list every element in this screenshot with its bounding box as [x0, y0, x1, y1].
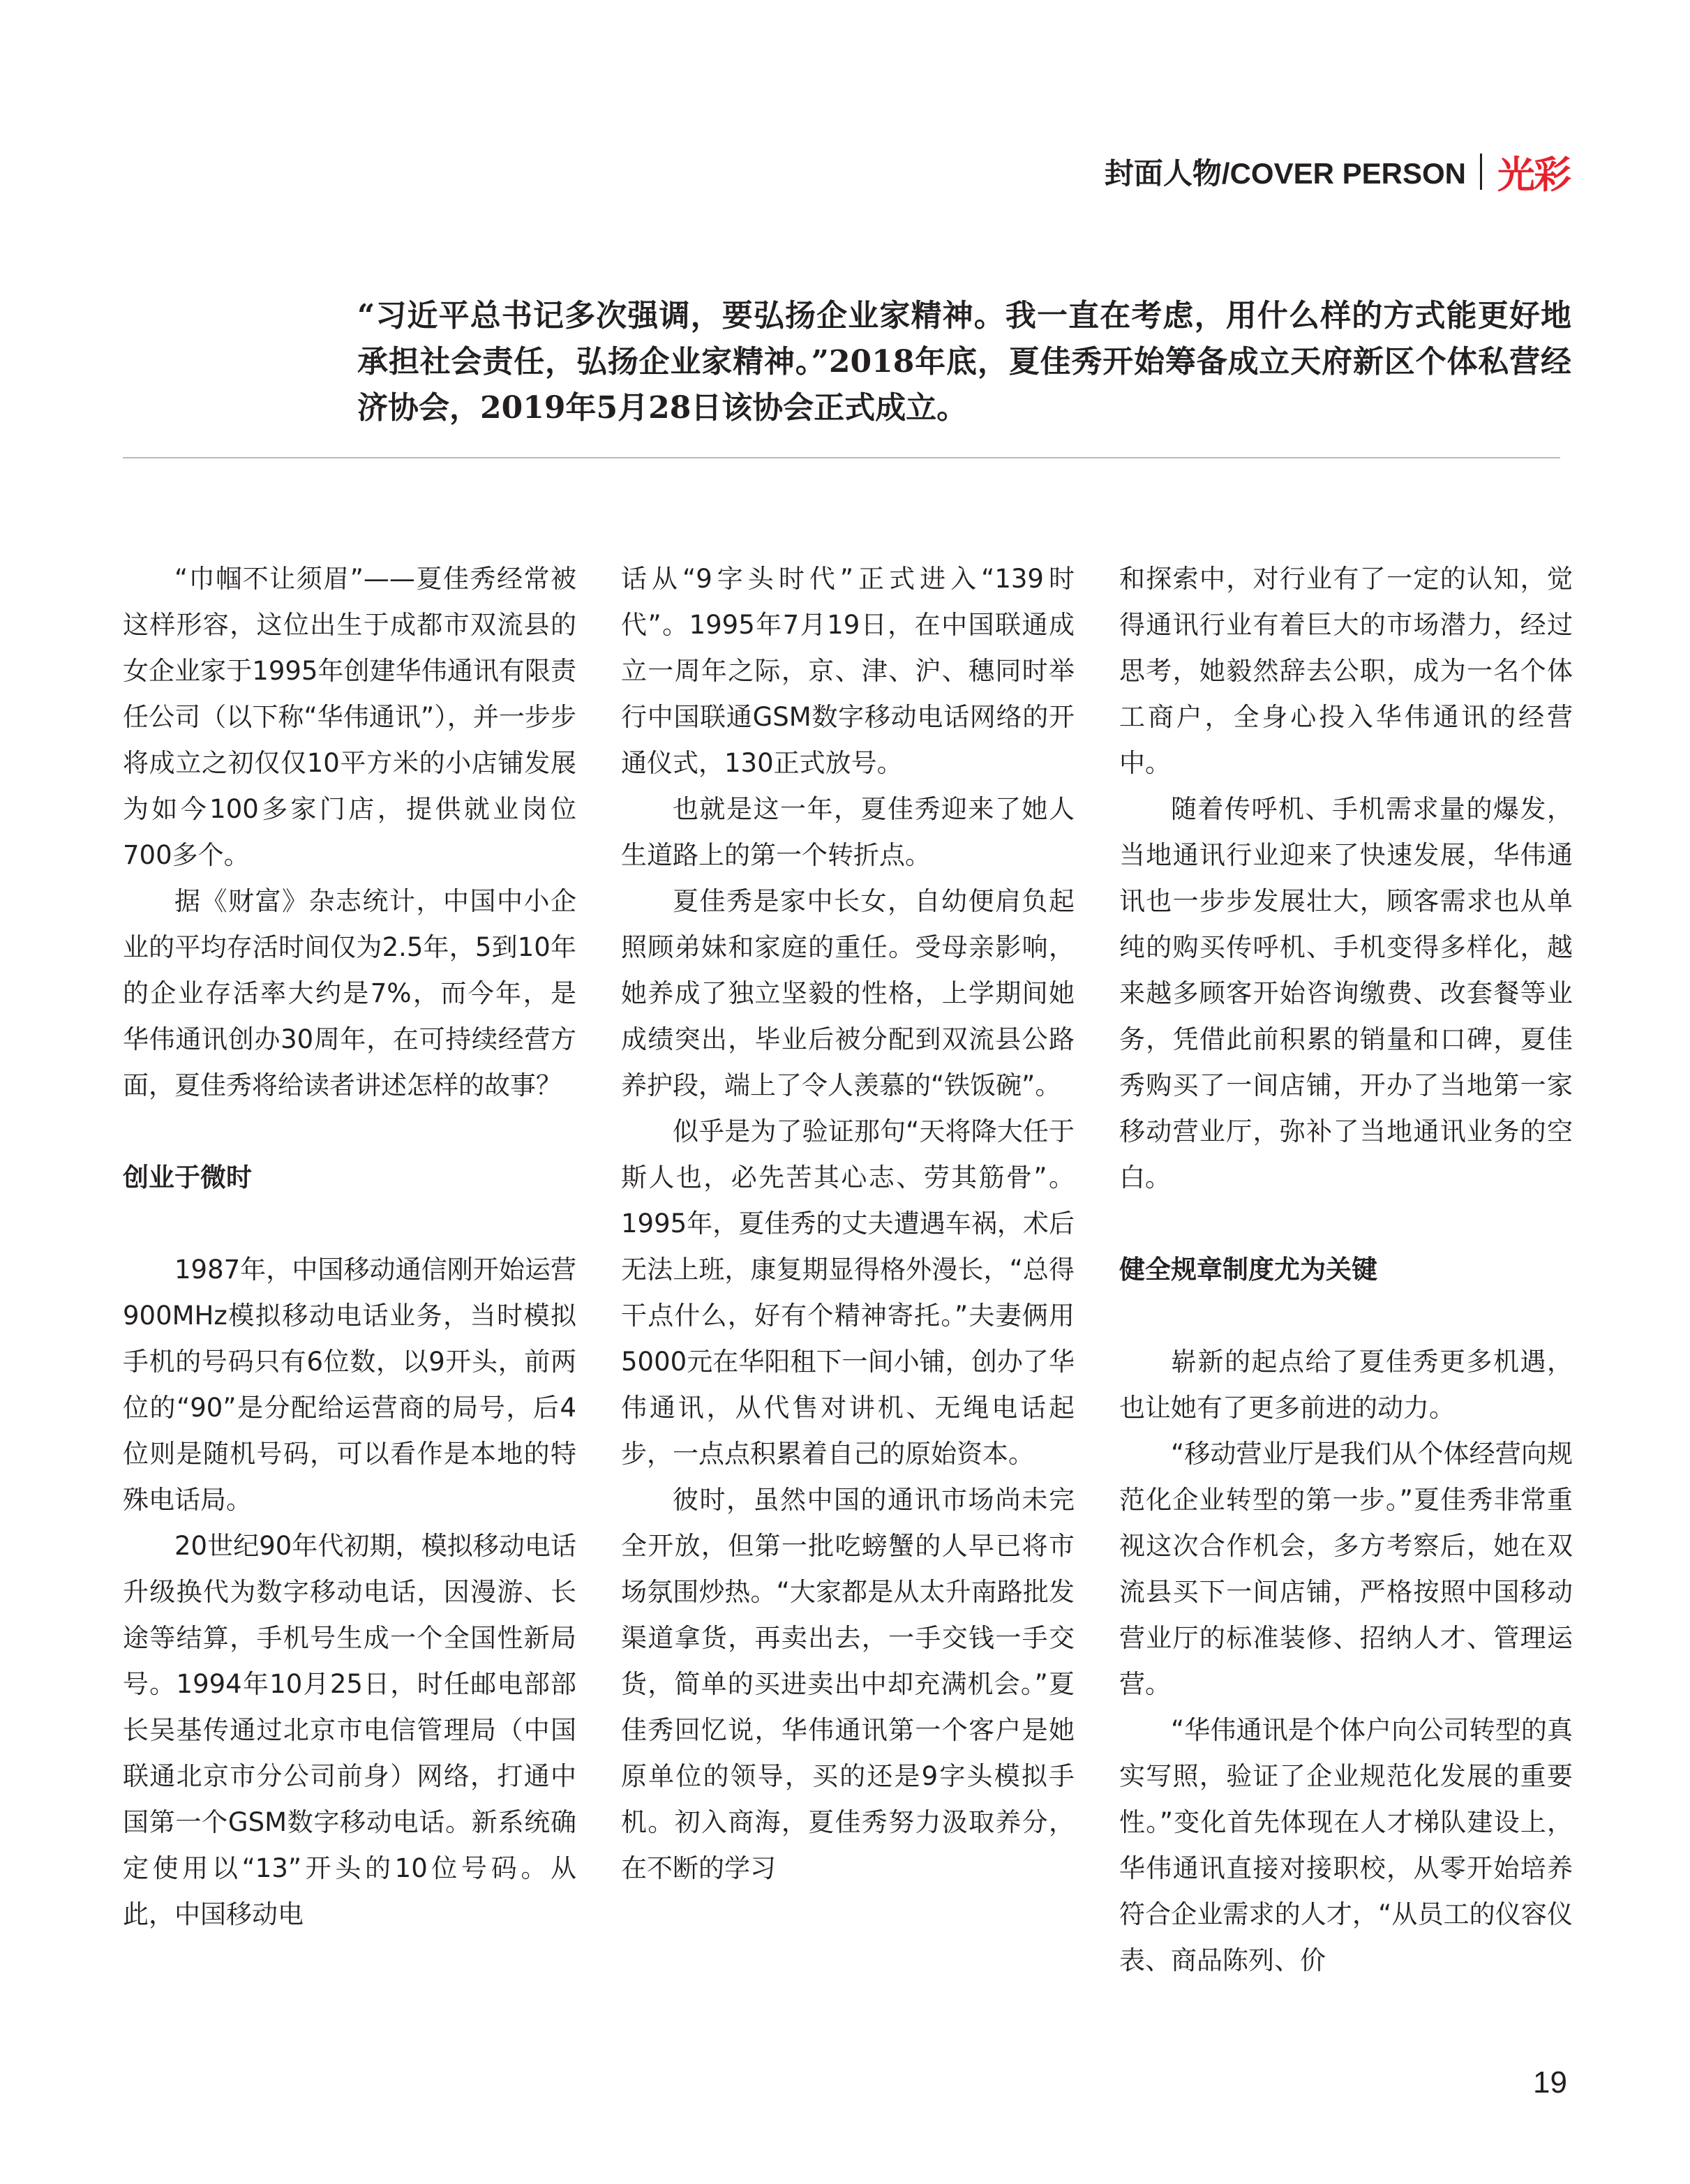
horizontal-divider	[123, 457, 1560, 458]
paragraph: 随着传呼机、手机需求量的爆发，当地通讯行业迎来了快速发展，华伟通讯也一步步发展壮大，顾客需求也从单纯的购买传呼机、手机变得多样化，越来越多顾客开始咨询缴费、改套餐等业务，凭借此前积累的销量和口碑，夏佳秀购买了一间店铺，开办了当地第一家移动营业厅，弥补了当地通讯业务的空白。	[1119, 794, 1573, 1192]
paragraph: 据《财富》杂志统计，中国中小企业的平均存活时间仅为2.5年，5到10年的企业存活率大约是7%，而今年，是华伟通讯创办30周年，在可持续经营方面，夏佳秀将给读者讲述怎样的故事？	[123, 886, 576, 1100]
paragraph: 和探索中，对行业有了一定的认知，觉得通讯行业有着巨大的市场潜力，经过思考，她毅然辞去公职，成为一名个体工商户，全身心投入华伟通讯的经营中。	[1119, 564, 1573, 778]
page-header	[1105, 147, 1570, 197]
paragraph: 也就是这一年，夏佳秀迎来了她人生道路上的第一个转折点。	[621, 794, 1075, 870]
page-number: 19	[1533, 2065, 1567, 2100]
section-subheading: 健全规章制度尤为关键	[1119, 1255, 1377, 1285]
paragraph: 夏佳秀是家中长女，自幼便肩负起照顾弟妹和家庭的重任。受母亲影响，她养成了独立坚毅的性格，上学期间她成绩突出，毕业后被分配到双流县公路养护段，端上了令人羡慕的“铁饭碗”。	[621, 886, 1075, 1100]
article-column-1	[123, 556, 576, 1938]
paragraph: 话从“9字头时代”正式进入“139时代”。1995年7月19日，在中国联通成立一周年之际，京、津、沪、穗同时举行中国联通GSM数字移动电话网络的开通仪式，130正式放号。	[621, 564, 1075, 778]
paragraph: “移动营业厅是我们从个体经营向规范化企业转型的第一步。”夏佳秀非常重视这次合作机会，多方考察后，她在双流县买下一间店铺，严格按照中国移动营业厅的标准装修、招纳人才、管理运营。	[1119, 1439, 1573, 1699]
paragraph: 彼时，虽然中国的通讯市场尚未完全开放，但第一批吃螃蟹的人早已将市场氛围炒热。“大家都是从太升南路批发渠道拿货，再卖出去，一手交钱一手交货，简单的买进卖出中却充满机会。”夏佳秀回忆说，华伟通讯第一个客户是她原单位的领导，买的还是9字头模拟手机。初入商海，夏佳秀努力汲取养分，在不断的学习	[621, 1485, 1075, 1883]
paragraph: 1987年，中国移动通信刚开始运营900MHz模拟移动电话业务，当时模拟手机的号码只有6位数，以9开头，前两位的“90”是分配给运营商的局号，后4位则是随机号码，可以看作是本地的特殊电话局。	[123, 1255, 576, 1515]
paragraph: 崭新的起点给了夏佳秀更多机遇，也让她有了更多前进的动力。	[1119, 1347, 1573, 1423]
paragraph: “华伟通讯是个体户向公司转型的真实写照，验证了企业规范化发展的重要性。”变化首先体现在人才梯队建设上，华伟通讯直接对接职校，从零开始培养符合企业需求的人才，“从员工的仪容仪表、商品陈列、价	[1119, 1715, 1573, 1975]
paragraph: “巾帼不让须眉”——夏佳秀经常被这样形容，这位出生于成都市双流县的女企业家于1995年创建华伟通讯有限责任公司（以下称“华伟通讯”），并一步步将成立之初仅仅10平方米的小店铺发展为如今100多家门店，提供就业岗位700多个。	[123, 564, 576, 870]
section-subheading: 创业于微时	[123, 1162, 252, 1192]
article-column-2	[621, 556, 1075, 1892]
section-label: 封面人物/COVER PERSON	[1104, 157, 1466, 190]
header-divider	[1480, 154, 1482, 190]
magazine-brand-logo: 光彩	[1497, 152, 1570, 197]
pull-quote: “习近平总书记多次强调，要弘扬企业家精神。我一直在考虑，用什么样的方式能更好地承担社会责任，弘扬企业家精神。”2018年底，夏佳秀开始筹备成立天府新区个体私营经济协会，2019年5月28日该协会正式成立。	[357, 298, 1571, 426]
article-column-3	[1119, 556, 1573, 1984]
paragraph: 20世纪90年代初期，模拟移动电话升级换代为数字移动电话，因漫游、长途等结算，手机号生成一个全国性新局号。1994年10月25日，时任邮电部部长吴基传通过北京市电信管理局（中国联通北京市分公司前身）网络，打通中国第一个GSM数字移动电话。新系统确定使用以“13”开头的10位号码。从此，中国移动电	[123, 1531, 576, 1929]
paragraph: 似乎是为了验证那句“天将降大任于斯人也，必先苦其心志、劳其筋骨”。1995年，夏佳秀的丈夫遭遇车祸，术后无法上班，康复期显得格外漫长，“总得干点什么，好有个精神寄托。”夫妻俩用5000元在华阳租下一间小铺，创办了华伟通讯，从代售对讲机、无绳电话起步，一点点积累着自己的原始资本。	[621, 1116, 1075, 1469]
